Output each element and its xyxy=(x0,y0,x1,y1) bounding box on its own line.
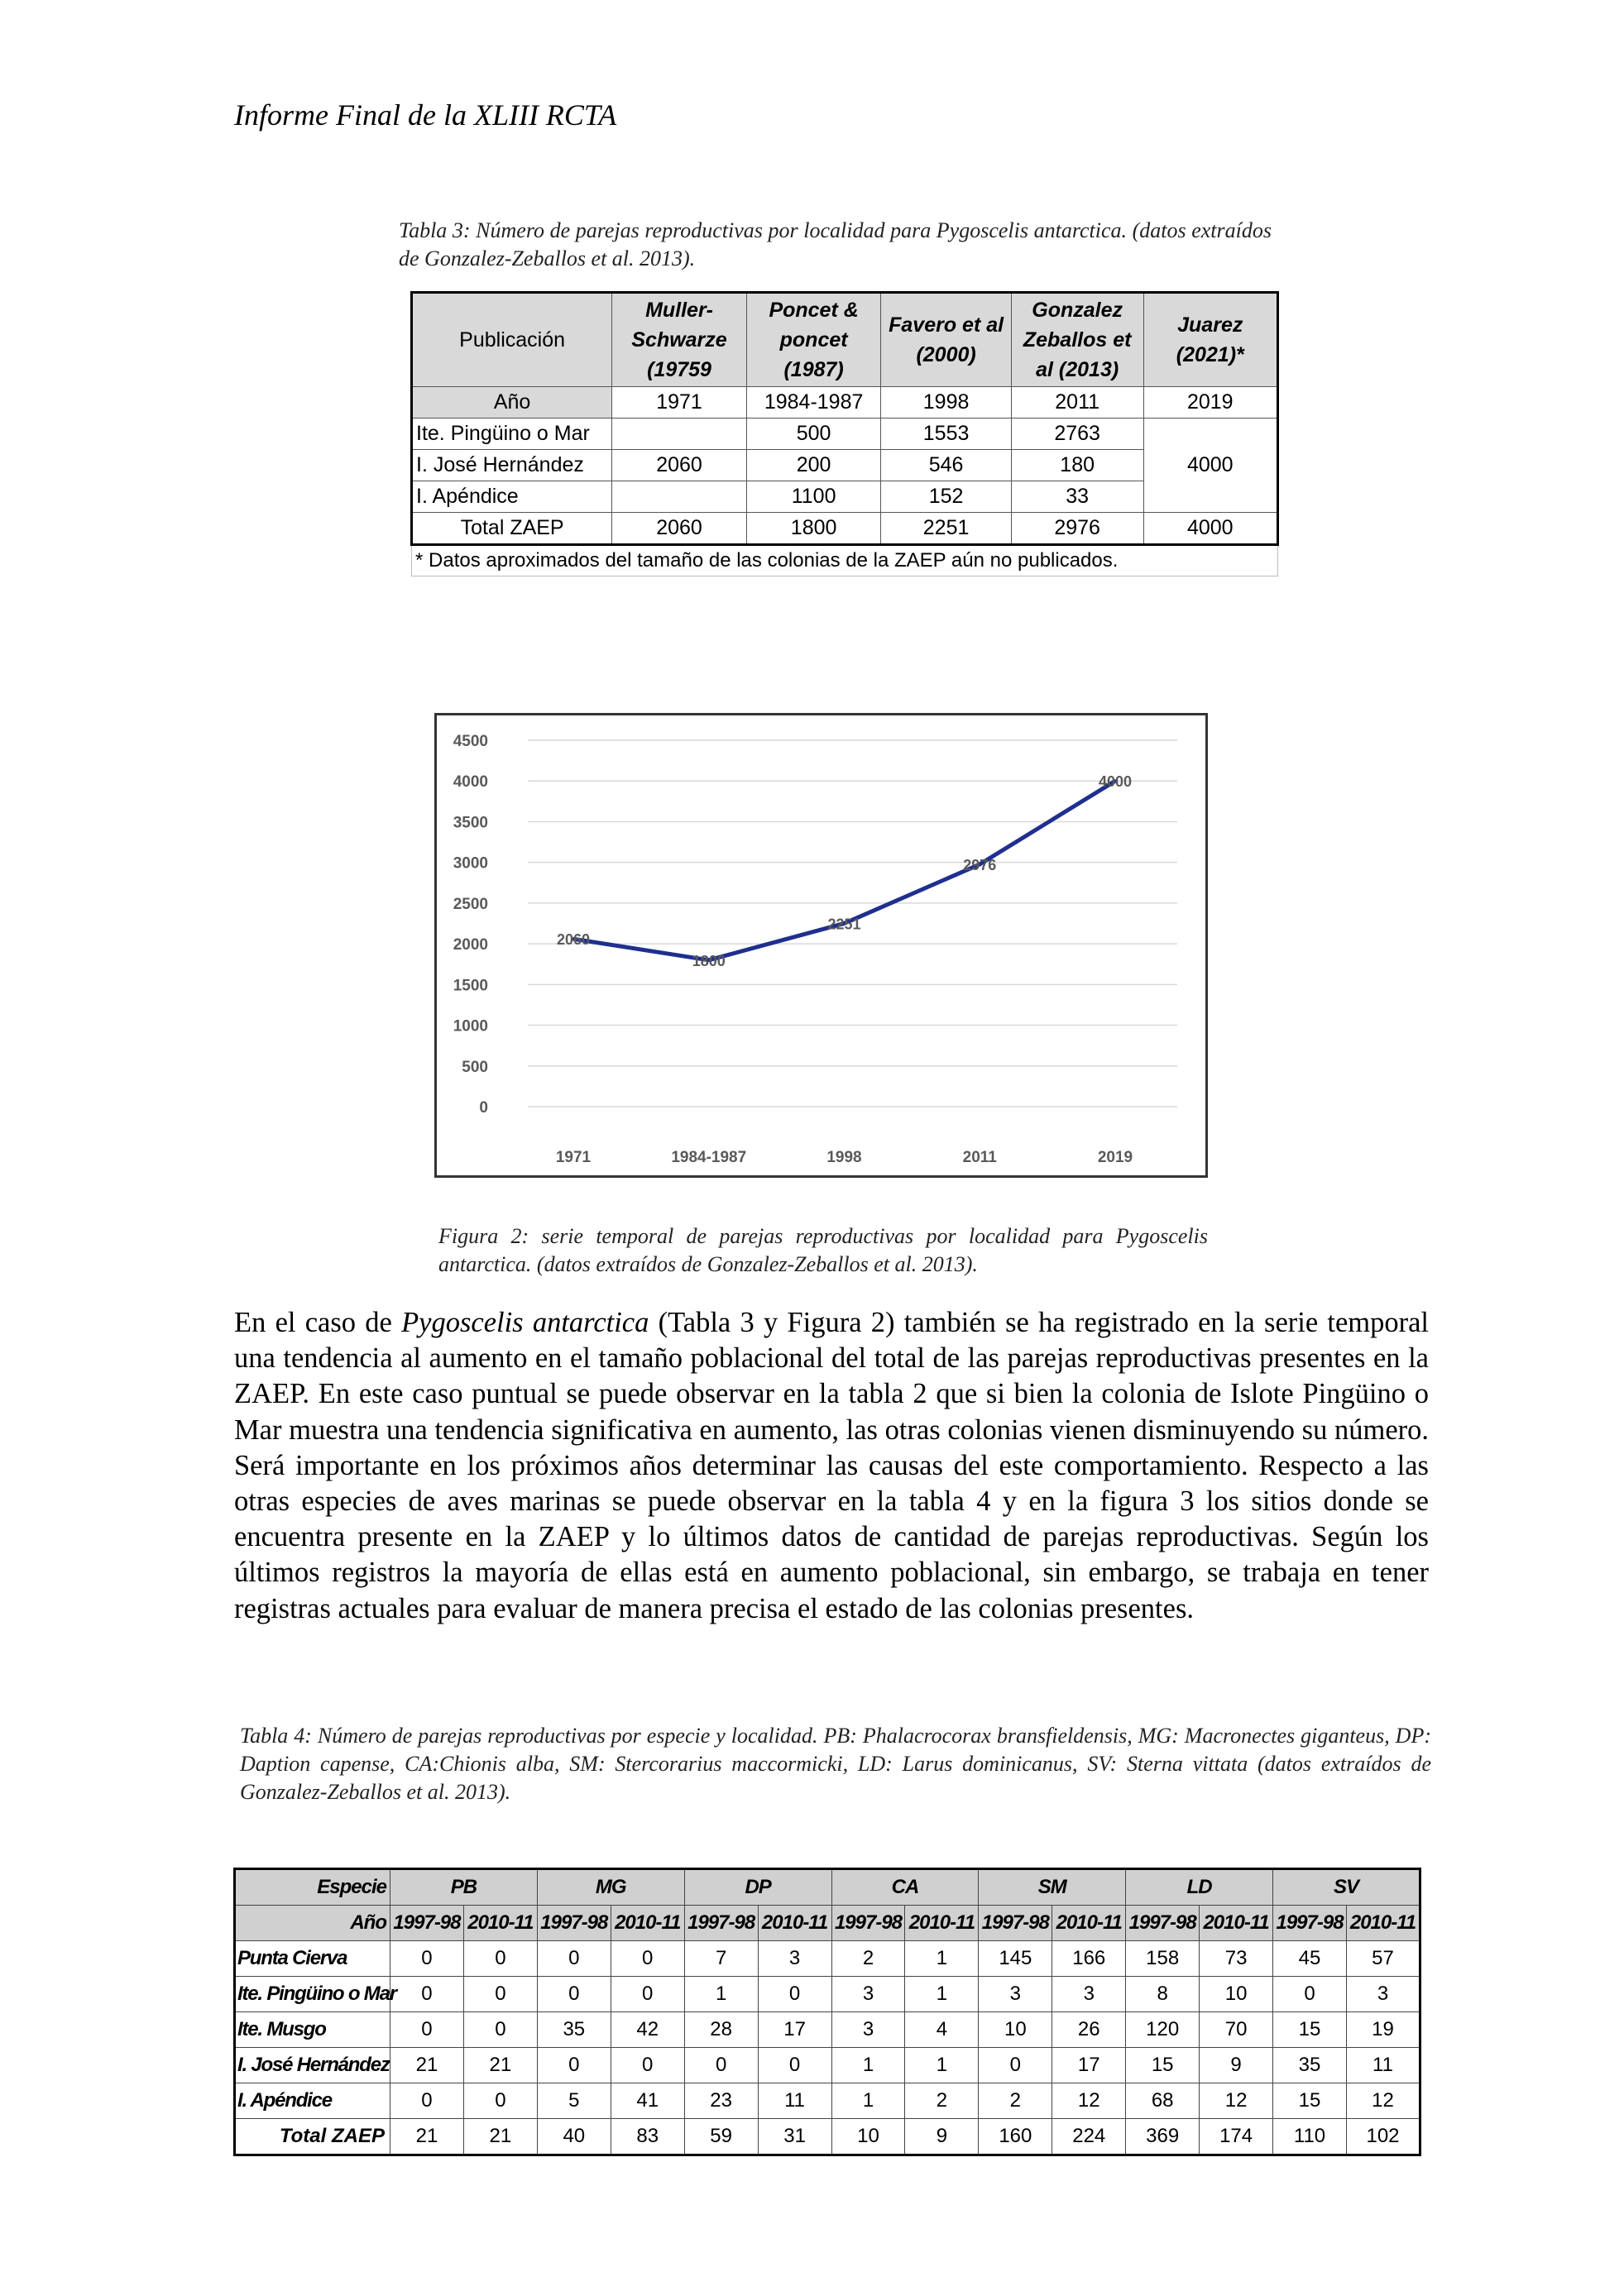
table4-period: 1997-98 xyxy=(1273,1906,1347,1941)
table4-species: PB xyxy=(390,1869,538,1906)
data-label: 2060 xyxy=(556,931,591,949)
table4-cell: 120 xyxy=(1126,2012,1200,2048)
table4-cell: 15 xyxy=(1273,2083,1347,2119)
y-tick-label: 3500 xyxy=(453,814,488,832)
table4-cell: 0 xyxy=(463,1941,537,1977)
table3-year: 1971 xyxy=(612,387,747,419)
table3-cell: 1553 xyxy=(881,419,1011,450)
table4-cell: 0 xyxy=(390,1941,464,1977)
table3-year-label: Año xyxy=(412,387,612,419)
table4-row-label: I. Apéndice xyxy=(235,2083,390,2119)
table4-cell: 1 xyxy=(684,1977,758,2012)
table4-period: 1997-98 xyxy=(684,1906,758,1941)
series-line xyxy=(573,781,1115,960)
table3-col-label: Publicación xyxy=(412,293,612,387)
table4-cell: 57 xyxy=(1346,1941,1420,1977)
table3-year: 2011 xyxy=(1011,387,1143,419)
table4-cell: 3 xyxy=(831,2012,905,2048)
table3-total-label: Total ZAEP xyxy=(412,513,612,545)
table4-cell: 0 xyxy=(390,2012,464,2048)
table4-cell: 10 xyxy=(1200,1977,1273,2012)
table4-species: DP xyxy=(684,1869,831,1906)
x-tick-label: 1984-1987 xyxy=(671,1149,747,1166)
table4-row-label: I. José Hernández xyxy=(235,2048,390,2083)
table4-row xyxy=(235,2048,1420,2083)
table4-cell: 1 xyxy=(831,2083,905,2119)
table4-cell: 110 xyxy=(1273,2119,1347,2155)
table4-cell: 0 xyxy=(1273,1977,1347,2012)
table4-cell: 0 xyxy=(537,1941,611,1977)
table4-row-label: Punta Cierva xyxy=(235,1941,390,1977)
table3-cell: 546 xyxy=(881,450,1011,481)
table3-source: Muller-Schwarze (19759 xyxy=(612,293,747,387)
table4-cell: 15 xyxy=(1126,2048,1200,2083)
y-tick-label: 500 xyxy=(462,1058,488,1076)
table4-cell: 21 xyxy=(390,2048,464,2083)
table4-cell: 68 xyxy=(1126,2083,1200,2119)
table4-cell: 12 xyxy=(1346,2083,1420,2119)
table4-cell: 2 xyxy=(979,2083,1052,2119)
table4-cell: 224 xyxy=(1052,2119,1126,2155)
table4-cell: 70 xyxy=(1200,2012,1273,2048)
table4-period: 2010-11 xyxy=(611,1906,684,1941)
table4-cell: 0 xyxy=(537,2048,611,2083)
table4-cell: 15 xyxy=(1273,2012,1347,2048)
table3-cell: 2060 xyxy=(612,450,747,481)
y-tick-label: 3000 xyxy=(453,854,488,873)
table3-grid xyxy=(410,291,1279,576)
x-tick-label: 2011 xyxy=(962,1149,997,1166)
table3-total: 4000 xyxy=(1143,513,1278,545)
table4-cell: 31 xyxy=(758,2119,831,2155)
table4-period: 1997-98 xyxy=(831,1906,905,1941)
figure2-caption: Figura 2: serie temporal de parejas reproductivas por localidad para Pygoscelis antarctica. (datos extraídos de Gonzalez-Zeballos et al. 2013). xyxy=(438,1224,1208,1276)
table4-cell: 26 xyxy=(1052,2012,1126,2048)
table4-species-label: Especie xyxy=(235,1869,390,1906)
table4-species: SV xyxy=(1273,1869,1420,1906)
species-name-italic: Pygoscelis antarctica xyxy=(401,1307,649,1338)
table4-period: 1997-98 xyxy=(390,1906,464,1941)
table4-cell: 7 xyxy=(684,1941,758,1977)
table4-species: LD xyxy=(1126,1869,1273,1906)
table4-cell: 10 xyxy=(831,2119,905,2155)
table4-caption: Tabla 4: Número de parejas reproductivas por especie y localidad. PB: Phalacrocorax bransfieldensis, MG: Macronectes giganteus, DP: Daption capense, CA:Chionis alba, SM: Stercorarius maccormicki, LD: Larus dominicanus, SV: Sterna vittata (datos extraídos de Gonzalez-Zeballos et al. 2013). xyxy=(240,1724,1431,1804)
y-tick-label: 4500 xyxy=(453,733,488,750)
table3-year: 1984-1987 xyxy=(746,387,880,419)
table3-source: Favero et al (2000) xyxy=(881,293,1011,387)
table4-cell: 0 xyxy=(611,2048,684,2083)
y-tick-label: 2000 xyxy=(453,936,488,954)
table4-cell: 369 xyxy=(1126,2119,1200,2155)
table4-cell: 83 xyxy=(611,2119,684,2155)
table4-cell: 10 xyxy=(979,2012,1052,2048)
table4-cell: 2 xyxy=(905,2083,979,2119)
table4-cell: 21 xyxy=(463,2048,537,2083)
table3-row-label: I. José Hernández xyxy=(412,450,612,481)
table4-species: MG xyxy=(537,1869,684,1906)
table4-period: 2010-11 xyxy=(1346,1906,1420,1941)
table4-cell: 0 xyxy=(463,1977,537,2012)
table4-row-label: Ite. Pingüino o Mar xyxy=(235,1977,390,2012)
table3-total: 1800 xyxy=(746,513,880,545)
table4-row xyxy=(235,2083,1420,2119)
table4-period: 2010-11 xyxy=(905,1906,979,1941)
table4-cell: 1 xyxy=(905,2048,979,2083)
data-label: 2251 xyxy=(827,916,861,933)
body-paragraph: En el caso de Pygoscelis antarctica (Tabla 3 y Figura 2) también se ha registrado en la serie temporal una tendencia al aumento en el tamaño poblacional del total de las parejas reproductivas presentes en la ZAEP. En este caso puntual se puede observar en la tabla 2 que si bien la colonia de Islote Pingüino o Mar muestra una tendencia significativa en aumento, las otras colonias vienen disminuyendo su número. Será importante en los próximos años determinar las causas del este comportamiento. Respecto a las otras especies de aves marinas se puede observar en la tabla 4 y en la figura 3 los sitios donde se encuentra presente en la ZAEP y lo últimos datos de cantidad de parejas reproductivas. Según los últimos registros la mayoría de ellas está en aumento poblacional, sin embargo, se trabaja en tener registras actuales para evaluar de manera precisa el estado de las colonias presentes. xyxy=(234,1307,1430,1624)
x-tick-label: 2019 xyxy=(1097,1149,1133,1166)
table4-period: 2010-11 xyxy=(1200,1906,1273,1941)
data-label: 4000 xyxy=(1098,773,1133,791)
table4-cell: 145 xyxy=(979,1941,1052,1977)
table3-total: 2251 xyxy=(881,513,1011,545)
table4-cell: 35 xyxy=(537,2012,611,2048)
table4-cell: 0 xyxy=(611,1977,684,2012)
table4-row xyxy=(235,1941,1420,1977)
table3-cell: 33 xyxy=(1011,481,1143,513)
table4-cell: 17 xyxy=(758,2012,831,2048)
data-label: 1800 xyxy=(692,952,726,969)
table4-cell: 21 xyxy=(463,2119,537,2155)
table4-cell: 73 xyxy=(1200,1941,1273,1977)
y-tick-label: 2500 xyxy=(453,895,488,913)
line-chart xyxy=(437,715,1205,1175)
y-tick-label: 1500 xyxy=(453,977,488,995)
table4-cell: 23 xyxy=(684,2083,758,2119)
table4-cell: 59 xyxy=(684,2119,758,2155)
table3-year: 1998 xyxy=(881,387,1011,419)
table4-cell: 12 xyxy=(1200,2083,1273,2119)
table3-cell xyxy=(612,419,747,450)
x-tick-label: 1971 xyxy=(555,1149,592,1166)
table4-cell: 1 xyxy=(831,2048,905,2083)
table3-source: Gonzalez Zeballos et al (2013) xyxy=(1011,293,1143,387)
data-label: 2976 xyxy=(963,857,997,874)
table4 xyxy=(233,1868,1421,2156)
table4-cell: 28 xyxy=(684,2012,758,2048)
table4-cell: 158 xyxy=(1126,1941,1200,1977)
table4-cell: 9 xyxy=(1200,2048,1273,2083)
table4-period: 1997-98 xyxy=(537,1906,611,1941)
table4-cell: 40 xyxy=(537,2119,611,2155)
table4-cell: 0 xyxy=(390,2083,464,2119)
table4-cell: 17 xyxy=(1052,2048,1126,2083)
table4-period: 1997-98 xyxy=(1126,1906,1200,1941)
table4-cell: 0 xyxy=(684,2048,758,2083)
table4-cell: 45 xyxy=(1273,1941,1347,1977)
table4-cell: 174 xyxy=(1200,2119,1273,2155)
y-tick-label: 1000 xyxy=(453,1017,488,1036)
table4-cell: 3 xyxy=(758,1941,831,1977)
table4-year-label: Año xyxy=(235,1906,390,1941)
table4-cell: 0 xyxy=(390,1977,464,2012)
table4-cell: 0 xyxy=(758,2048,831,2083)
table3-source: Juarez (2021)* xyxy=(1143,293,1278,387)
table4-cell: 3 xyxy=(1052,1977,1126,2012)
table4-total-label: Total ZAEP xyxy=(235,2119,390,2155)
table4-cell: 11 xyxy=(1346,2048,1420,2083)
table4-cell: 102 xyxy=(1346,2119,1420,2155)
table3-year: 2019 xyxy=(1143,387,1278,419)
table3-cell: 152 xyxy=(881,481,1011,513)
table4-cell: 5 xyxy=(537,2083,611,2119)
table4-row xyxy=(235,1977,1420,2012)
table4-cell: 41 xyxy=(611,2083,684,2119)
table3-merged-2019: 4000 xyxy=(1143,419,1278,513)
table4-cell: 19 xyxy=(1346,2012,1420,2048)
table3-cell: 2763 xyxy=(1011,419,1143,450)
table4-cell: 0 xyxy=(463,2083,537,2119)
table4-cell: 160 xyxy=(979,2119,1052,2155)
table3-row-label: Ite. Pingüino o Mar xyxy=(412,419,612,450)
table3-total: 2976 xyxy=(1011,513,1143,545)
table4-row-label: Ite. Musgo xyxy=(235,2012,390,2048)
table4-cell: 12 xyxy=(1052,2083,1126,2119)
table3-cell: 500 xyxy=(746,419,880,450)
table3-cell xyxy=(612,481,747,513)
table4-species: CA xyxy=(831,1869,979,1906)
table4-cell: 1 xyxy=(905,1941,979,1977)
table4-total-row xyxy=(235,2119,1420,2155)
table4-cell: 3 xyxy=(1346,1977,1420,2012)
x-tick-label: 1998 xyxy=(826,1149,862,1166)
table4-cell: 21 xyxy=(390,2119,464,2155)
table4-period: 2010-11 xyxy=(1052,1906,1126,1941)
table3-caption: Tabla 3: Número de parejas reproductivas por localidad para Pygoscelis antarctica. (datos extraídos de Gonzalez-Zeballos et al. 2013). xyxy=(399,218,1272,270)
table4-cell: 11 xyxy=(758,2083,831,2119)
table4-period: 1997-98 xyxy=(979,1906,1052,1941)
table3 xyxy=(410,291,1279,576)
table4-species: SM xyxy=(979,1869,1126,1906)
figure2-chart xyxy=(434,713,1208,1178)
table4-grid xyxy=(233,1868,1421,2156)
table4-cell: 0 xyxy=(611,1941,684,1977)
running-header: Informe Final de la XLIII RCTA xyxy=(234,98,617,132)
table3-cell: 1100 xyxy=(746,481,880,513)
table3-cell: 200 xyxy=(746,450,880,481)
table3-row-label: I. Apéndice xyxy=(412,481,612,513)
table4-cell: 35 xyxy=(1273,2048,1347,2083)
table4-cell: 166 xyxy=(1052,1941,1126,1977)
table4-period: 2010-11 xyxy=(463,1906,537,1941)
table4-cell: 0 xyxy=(537,1977,611,2012)
y-tick-label: 4000 xyxy=(453,773,488,792)
table4-cell: 1 xyxy=(905,1977,979,2012)
table4-cell: 2 xyxy=(831,1941,905,1977)
table3-total: 2060 xyxy=(612,513,747,545)
table4-cell: 0 xyxy=(758,1977,831,2012)
table4-cell: 0 xyxy=(463,2012,537,2048)
table3-source: Poncet & poncet (1987) xyxy=(746,293,880,387)
table4-cell: 8 xyxy=(1126,1977,1200,2012)
table3-cell: 180 xyxy=(1011,450,1143,481)
table4-cell: 4 xyxy=(905,2012,979,2048)
table4-cell: 3 xyxy=(831,1977,905,2012)
table4-period: 2010-11 xyxy=(758,1906,831,1941)
table4-cell: 9 xyxy=(905,2119,979,2155)
table4-cell: 0 xyxy=(979,2048,1052,2083)
table4-row xyxy=(235,2012,1420,2048)
table4-cell: 3 xyxy=(979,1977,1052,2012)
y-tick-label: 0 xyxy=(479,1099,488,1117)
table3-note: * Datos aproximados del tamaño de las colonias de la ZAEP aún no publicados. xyxy=(412,545,1278,576)
table4-cell: 42 xyxy=(611,2012,684,2048)
